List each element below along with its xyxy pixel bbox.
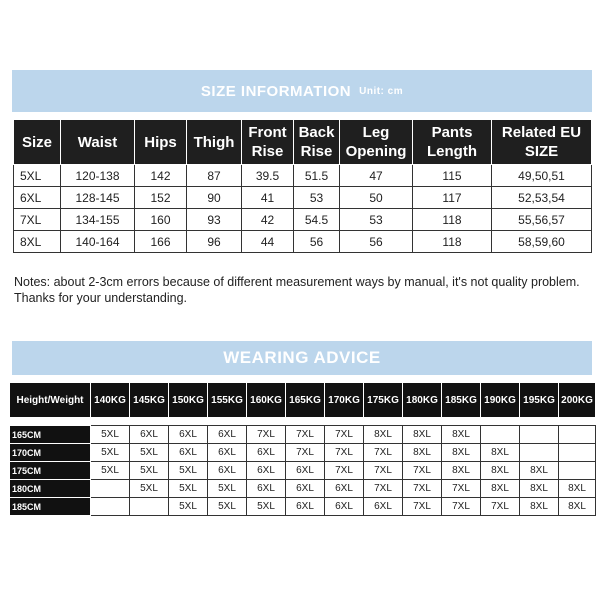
size-header-cell: Back Rise [294, 120, 340, 165]
size-cell: 117 [413, 187, 492, 209]
advice-cell: 6XL [169, 426, 208, 444]
size-row [14, 187, 592, 209]
thanks-text: Thanks for your understanding. [14, 291, 188, 305]
size-cell: 128-145 [61, 187, 135, 209]
size-header-cell: Pants Length [413, 120, 492, 165]
notes-text: Notes: about 2-3cm errors because of different measurement ways by manual, it's not quality problem. [14, 275, 580, 289]
advice-cell [91, 498, 130, 516]
advice-cell: 5XL [247, 498, 286, 516]
spacer-row [10, 418, 596, 426]
advice-header-cell: 185KG [442, 383, 481, 418]
wearing-advice-table [9, 382, 596, 516]
size-cell: 118 [413, 209, 492, 231]
size-cell: 96 [187, 231, 242, 253]
height-label: 175CM [10, 462, 91, 480]
advice-cell: 5XL [169, 498, 208, 516]
size-row [14, 231, 592, 253]
size-cell: 58,59,60 [492, 231, 592, 253]
size-table [13, 119, 592, 253]
size-header-cell: Hips [135, 120, 187, 165]
advice-header-cell: 170KG [325, 383, 364, 418]
advice-cell [559, 462, 596, 480]
size-cell: 53 [294, 187, 340, 209]
advice-cell: 7XL [442, 480, 481, 498]
advice-cell: 8XL [520, 480, 559, 498]
advice-cell: 7XL [442, 498, 481, 516]
advice-header-cell: 160KG [247, 383, 286, 418]
advice-cell: 7XL [403, 462, 442, 480]
size-header-cell: Waist [61, 120, 135, 165]
advice-header-cell: 200KG [559, 383, 596, 418]
advice-cell: 8XL [481, 480, 520, 498]
advice-cell [91, 480, 130, 498]
size-header-cell: Leg Opening [340, 120, 413, 165]
size-cell: 5XL [14, 165, 61, 187]
size-cell: 140-164 [61, 231, 135, 253]
size-cell: 51.5 [294, 165, 340, 187]
size-cell: 56 [340, 231, 413, 253]
size-cell: 90 [187, 187, 242, 209]
notes [14, 274, 588, 306]
advice-cell: 5XL [130, 444, 169, 462]
size-row [14, 165, 592, 187]
advice-header-cell: 155KG [208, 383, 247, 418]
size-cell: 39.5 [242, 165, 294, 187]
advice-cell: 8XL [403, 444, 442, 462]
advice-cell: 6XL [169, 444, 208, 462]
advice-header-cell: 145KG [130, 383, 169, 418]
advice-cell: 5XL [91, 444, 130, 462]
advice-cell [520, 444, 559, 462]
advice-cell: 6XL [208, 426, 247, 444]
size-cell: 8XL [14, 231, 61, 253]
size-cell: 50 [340, 187, 413, 209]
advice-header-cell: 190KG [481, 383, 520, 418]
size-cell: 53 [340, 209, 413, 231]
size-cell: 142 [135, 165, 187, 187]
size-information-banner [12, 70, 592, 112]
advice-cell [130, 498, 169, 516]
size-cell: 54.5 [294, 209, 340, 231]
advice-cell: 7XL [325, 444, 364, 462]
advice-cell: 7XL [481, 498, 520, 516]
advice-cell [559, 444, 596, 462]
size-cell: 115 [413, 165, 492, 187]
size-information-title: SIZE INFORMATION [200, 82, 352, 100]
height-label: 165CM [10, 426, 91, 444]
advice-header-cell: 165KG [286, 383, 325, 418]
advice-cell: 6XL [364, 498, 403, 516]
advice-cell [520, 426, 559, 444]
advice-cell: 7XL [325, 462, 364, 480]
advice-cell: 8XL [559, 498, 596, 516]
height-label: 185CM [10, 498, 91, 516]
advice-cell: 8XL [442, 462, 481, 480]
advice-cell: 8XL [442, 426, 481, 444]
size-cell: 6XL [14, 187, 61, 209]
spacer-cell [10, 418, 596, 426]
size-row [14, 209, 592, 231]
advice-cell: 5XL [208, 498, 247, 516]
advice-cell: 5XL [130, 480, 169, 498]
size-cell: 7XL [14, 209, 61, 231]
advice-row [10, 426, 596, 444]
advice-cell: 5XL [169, 480, 208, 498]
advice-cell: 6XL [286, 462, 325, 480]
advice-cell: 6XL [325, 480, 364, 498]
size-cell: 41 [242, 187, 294, 209]
advice-cell: 5XL [169, 462, 208, 480]
advice-header-cell: 175KG [364, 383, 403, 418]
advice-cell: 8XL [520, 462, 559, 480]
wearing-advice-banner [12, 341, 592, 375]
advice-row [10, 498, 596, 516]
size-header-cell: Thigh [187, 120, 242, 165]
height-label: 170CM [10, 444, 91, 462]
advice-cell [559, 426, 596, 444]
advice-header-cell: 150KG [169, 383, 208, 418]
advice-cell: 6XL [247, 480, 286, 498]
size-cell: 42 [242, 209, 294, 231]
advice-cell: 7XL [364, 480, 403, 498]
advice-header-cell: 195KG [520, 383, 559, 418]
size-cell: 120-138 [61, 165, 135, 187]
advice-cell: 7XL [403, 480, 442, 498]
size-cell: 152 [135, 187, 187, 209]
size-cell: 52,53,54 [492, 187, 592, 209]
advice-cell: 6XL [325, 498, 364, 516]
advice-cell: 7XL [286, 444, 325, 462]
unit-label: Unit: cm [359, 85, 404, 97]
size-cell: 118 [413, 231, 492, 253]
size-cell: 44 [242, 231, 294, 253]
height-label: 180CM [10, 480, 91, 498]
advice-cell: 6XL [208, 444, 247, 462]
size-cell: 166 [135, 231, 187, 253]
advice-cell: 6XL [208, 462, 247, 480]
size-header-cell: Related EU SIZE [492, 120, 592, 165]
advice-cell: 7XL [247, 426, 286, 444]
size-cell: 87 [187, 165, 242, 187]
advice-cell: 7XL [325, 426, 364, 444]
advice-cell: 8XL [403, 426, 442, 444]
advice-cell [481, 426, 520, 444]
size-cell: 49,50,51 [492, 165, 592, 187]
advice-header-cell: 140KG [91, 383, 130, 418]
advice-cell: 8XL [520, 498, 559, 516]
advice-row [10, 480, 596, 498]
size-cell: 47 [340, 165, 413, 187]
advice-row [10, 462, 596, 480]
advice-cell: 8XL [442, 444, 481, 462]
advice-cell: 5XL [130, 462, 169, 480]
advice-cell: 6XL [286, 498, 325, 516]
size-table-header [14, 120, 592, 165]
size-cell: 134-155 [61, 209, 135, 231]
size-cell: 160 [135, 209, 187, 231]
advice-cell: 5XL [91, 426, 130, 444]
advice-cell: 5XL [208, 480, 247, 498]
advice-cell: 8XL [559, 480, 596, 498]
advice-cell: 5XL [91, 462, 130, 480]
size-header-cell: Size [14, 120, 61, 165]
size-header-cell: Front Rise [242, 120, 294, 165]
size-cell: 56 [294, 231, 340, 253]
wearing-advice-header [10, 383, 596, 418]
advice-row [10, 444, 596, 462]
advice-header-cell: Height/Weight [10, 383, 91, 418]
advice-cell: 7XL [403, 498, 442, 516]
advice-cell: 8XL [364, 426, 403, 444]
advice-cell: 7XL [364, 444, 403, 462]
advice-cell: 8XL [481, 462, 520, 480]
advice-cell: 6XL [247, 444, 286, 462]
size-cell: 93 [187, 209, 242, 231]
wearing-advice-title: WEARING ADVICE [223, 348, 381, 367]
advice-cell: 6XL [286, 480, 325, 498]
advice-cell: 6XL [130, 426, 169, 444]
advice-cell: 7XL [286, 426, 325, 444]
size-cell: 55,56,57 [492, 209, 592, 231]
advice-header-cell: 180KG [403, 383, 442, 418]
advice-cell: 8XL [481, 444, 520, 462]
advice-cell: 6XL [247, 462, 286, 480]
advice-cell: 7XL [364, 462, 403, 480]
